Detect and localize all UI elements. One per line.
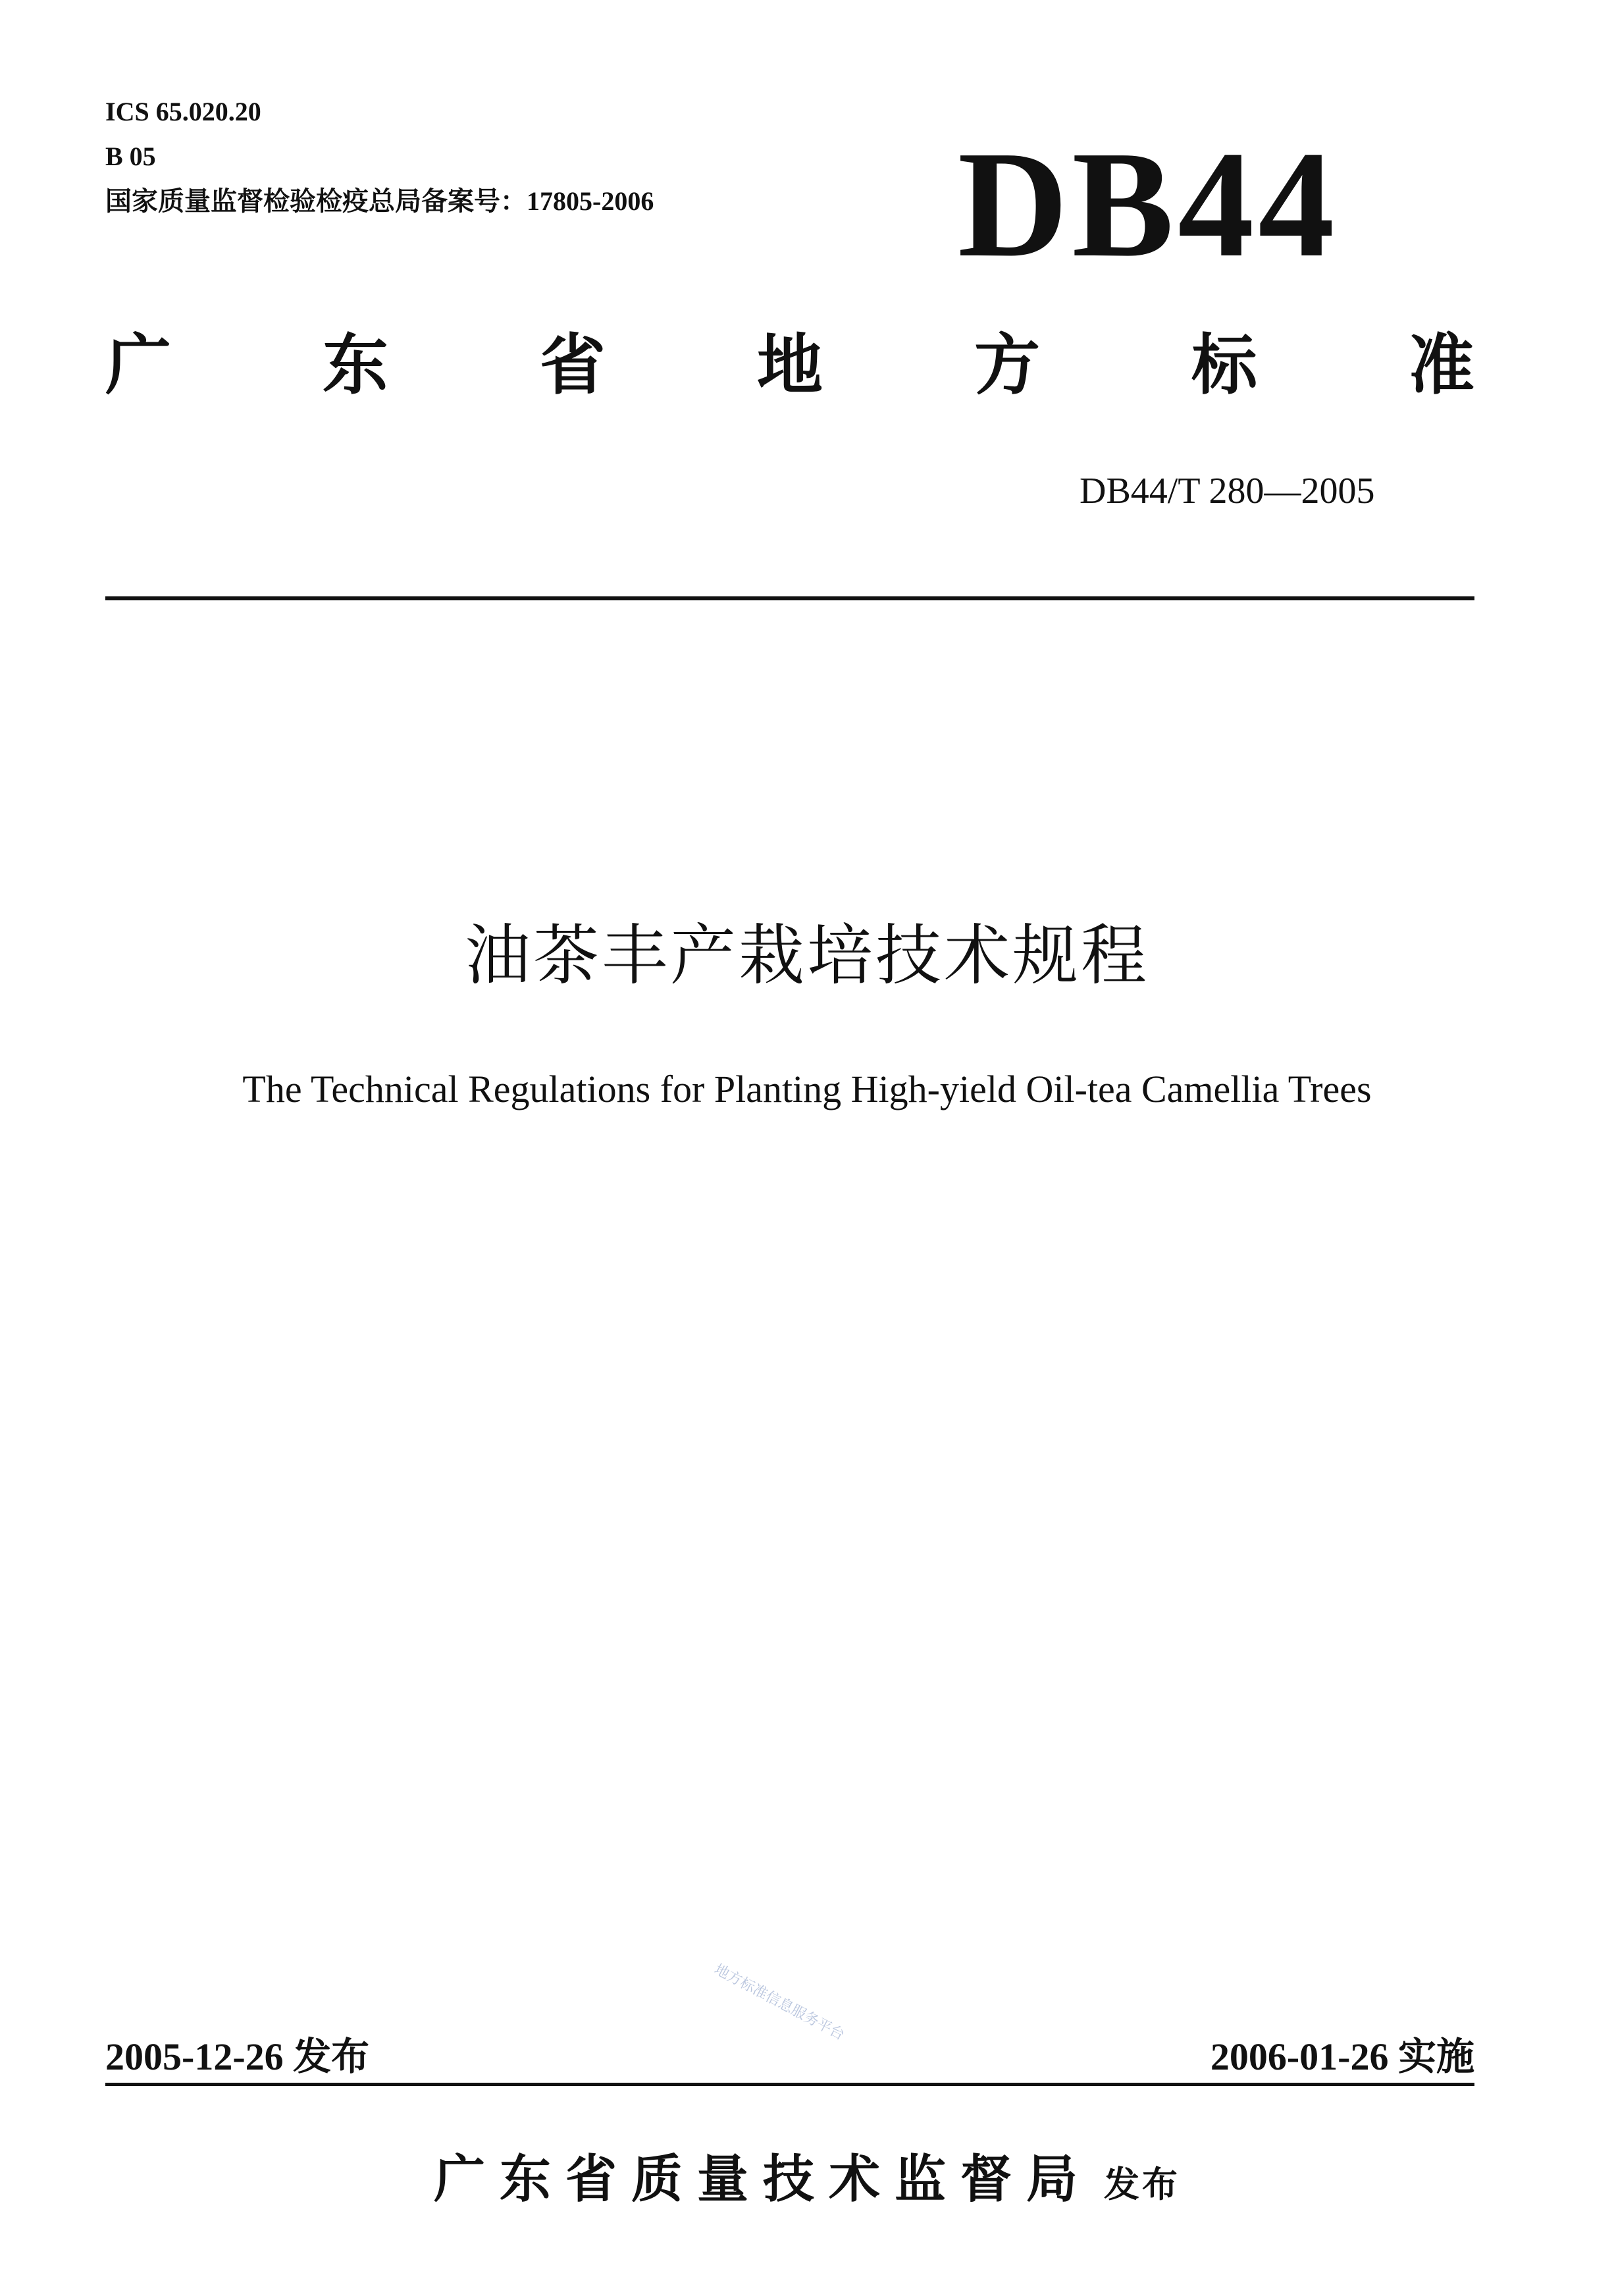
watermark: 地方标准信息服务平台 [711, 1961, 847, 2044]
issuer-suffix: 发布 [1104, 2164, 1180, 2205]
standard-type-char: 省 [540, 326, 606, 404]
standard-type-char: 地 [757, 326, 823, 404]
ics-code: ICS 65.020.20 [105, 97, 261, 126]
title-english: The Technical Regulations for Planting High-yield Oil-tea Camellia Trees [242, 1068, 1372, 1110]
standard-type-heading [105, 326, 1474, 405]
title-chinese: 油茶丰产栽培技术规程 [465, 917, 1149, 994]
issuer-name: 广东省质量技术监督局 [433, 2150, 1092, 2209]
standard-type-char: 广 [105, 326, 171, 404]
standard-type-char: 方 [974, 326, 1040, 404]
issue-date: 2005-12-26 发布 [105, 2035, 370, 2078]
standard-type-char: 东 [323, 326, 388, 404]
standard-type-char: 准 [1409, 326, 1474, 404]
issuer-line [0, 2138, 1614, 2212]
filing-number: 国家质量监督检验检疫总局备案号：17805-2006 [105, 186, 654, 216]
implementation-date: 2006-01-26 实施 [1210, 2035, 1474, 2078]
standard-number: DB44/T 280—2005 [1080, 471, 1375, 511]
top-divider [105, 596, 1474, 600]
db-code-logo: DB44 [958, 120, 1339, 289]
ccs-code: B 05 [105, 142, 156, 171]
standard-type-char: 标 [1191, 326, 1257, 404]
bottom-divider [105, 2083, 1474, 2086]
